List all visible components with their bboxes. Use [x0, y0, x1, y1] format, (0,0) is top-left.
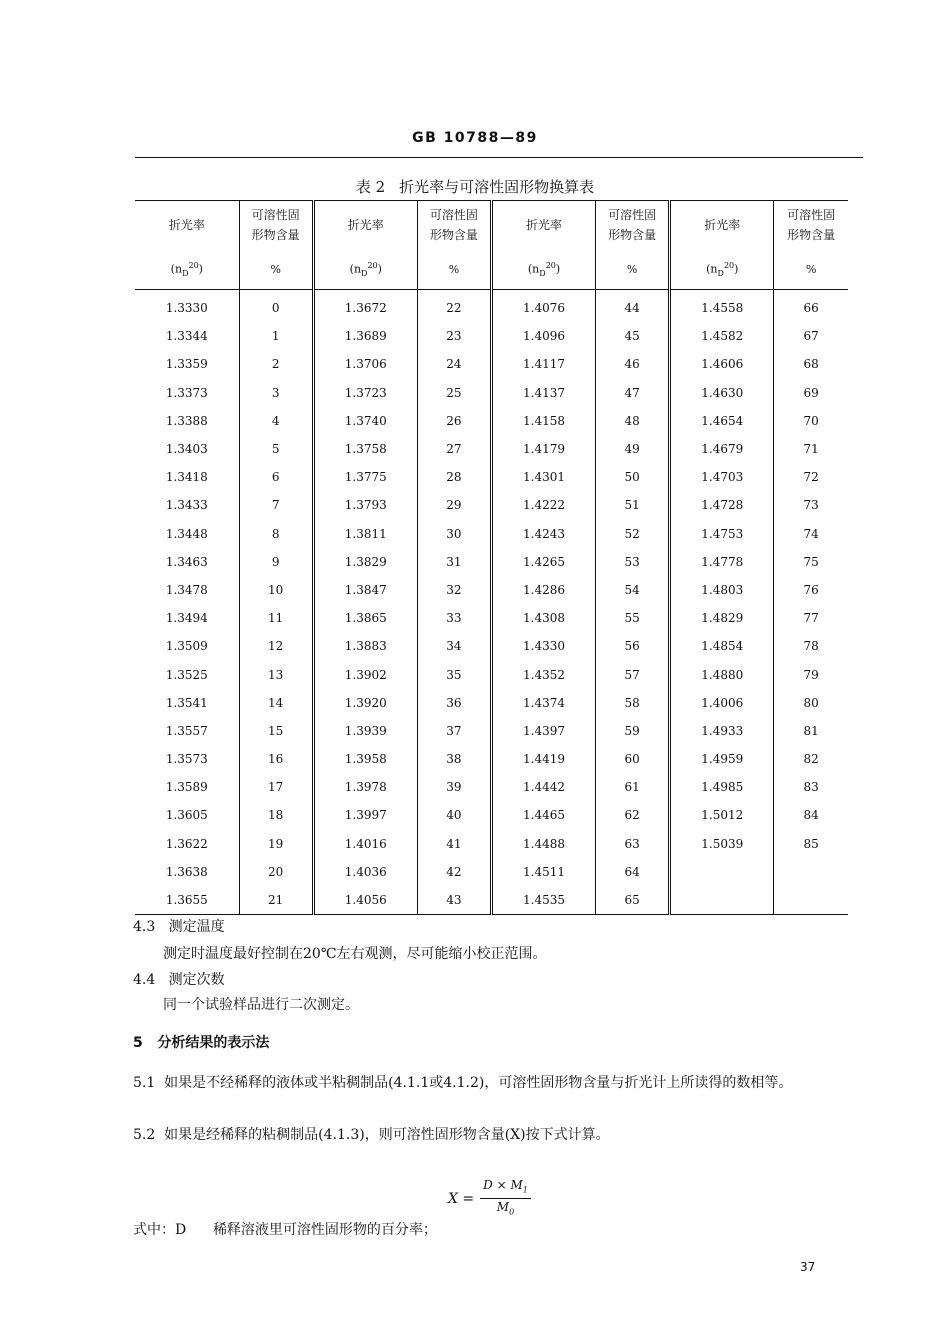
unit-percent: %	[417, 249, 491, 290]
cell-soluble-solids: 12	[239, 632, 313, 660]
cell-soluble-solids: 48	[596, 407, 670, 435]
cell-soluble-solids: 46	[596, 350, 670, 378]
cell-soluble-solids: 71	[803, 442, 819, 457]
cell-soluble-solids: 42	[417, 858, 491, 886]
cell-refractive-index: 1.3418	[135, 463, 239, 491]
cell-refractive-index: 1.3689	[313, 322, 417, 350]
cell-refractive-index: 1.3330	[135, 290, 239, 323]
cell-soluble-solids: 70	[803, 413, 819, 428]
cell-soluble-solids: 47	[596, 379, 670, 407]
cell-soluble-solids: 0	[239, 290, 313, 323]
col-header-line1: 可溶性固	[429, 208, 478, 222]
cell-refractive-index: 1.3829	[313, 548, 417, 576]
cell-soluble-solids: 26	[417, 407, 491, 435]
cell-soluble-solids: 61	[596, 773, 670, 801]
formula-numerator	[480, 1177, 531, 1199]
unit-percent: %	[239, 249, 313, 290]
cell-refractive-index: 1.3847	[313, 576, 417, 604]
cell-soluble-solids: 27	[417, 435, 491, 463]
cell-soluble-solids: 45	[596, 322, 670, 350]
cell-soluble-solids: 1	[239, 322, 313, 350]
cell-soluble-solids: 68	[803, 357, 819, 372]
unit-ri-close: )	[555, 262, 561, 276]
table-caption	[0, 176, 950, 197]
cell-soluble-solids: 29	[417, 491, 491, 519]
cell-soluble-solids: 69	[803, 385, 819, 400]
cell-refractive-index: 1.3448	[135, 520, 239, 548]
cell-soluble-solids: 39	[417, 773, 491, 801]
unit-refractive-index	[135, 249, 239, 290]
cell-soluble-solids: 13	[239, 660, 313, 688]
section-number: 5.1	[133, 1075, 156, 1091]
col-header-refractive-index: 折光率	[135, 201, 239, 250]
formula	[448, 1177, 531, 1221]
cell-refractive-index: 1.3359	[135, 350, 239, 378]
cell-soluble-solids: 32	[417, 576, 491, 604]
cell-soluble-solids	[774, 858, 848, 886]
col-header-soluble-solids	[417, 201, 491, 250]
table-row	[135, 886, 848, 915]
cell-refractive-index: 1.4222	[491, 491, 595, 519]
cell-refractive-index: 1.4056	[313, 886, 417, 915]
formula-fraction	[480, 1177, 531, 1221]
table-row	[135, 350, 848, 378]
col-header-soluble-solids	[774, 201, 848, 250]
cell-refractive-index: 1.3997	[313, 801, 417, 829]
cell-refractive-index: 1.3557	[135, 717, 239, 745]
cell-soluble-solids: 16	[239, 745, 313, 773]
table-number: 表 2	[355, 178, 386, 196]
cell-soluble-solids: 37	[417, 717, 491, 745]
table-row	[135, 576, 848, 604]
cell-refractive-index: 1.4301	[491, 463, 595, 491]
table-row	[135, 520, 848, 548]
unit-ri-sub: D	[539, 268, 546, 278]
cell-refractive-index: 1.3509	[135, 632, 239, 660]
cell-refractive-index: 1.4465	[491, 801, 595, 829]
where-clause	[133, 1220, 863, 1240]
table-row	[135, 322, 848, 350]
cell-refractive-index: 1.3622	[135, 830, 239, 858]
table-row	[135, 801, 848, 829]
unit-refractive-index	[670, 249, 774, 290]
section-5-2-paragraph	[133, 1125, 863, 1145]
cell-soluble-solids: 40	[417, 801, 491, 829]
cell-soluble-solids: 54	[596, 576, 670, 604]
page-number: 37	[800, 1260, 816, 1274]
cell-refractive-index: 1.4374	[491, 689, 595, 717]
cell-soluble-solids: 81	[803, 723, 819, 738]
cell-refractive-index: 1.4265	[491, 548, 595, 576]
cell-refractive-index: 1.3811	[313, 520, 417, 548]
cell-soluble-solids: 60	[596, 745, 670, 773]
cell-refractive-index: 1.3883	[313, 632, 417, 660]
cell-refractive-index: 1.3478	[135, 576, 239, 604]
cell-soluble-solids: 31	[417, 548, 491, 576]
cell-soluble-solids: 8	[239, 520, 313, 548]
where-text: 稀释溶液里可溶性固形物的百分率；	[212, 1222, 437, 1238]
cell-refractive-index: 1.3978	[313, 773, 417, 801]
cell-refractive-index: 1.4308	[491, 604, 595, 632]
cell-refractive-index: 1.4654	[670, 407, 774, 435]
cell-refractive-index: 1.3573	[135, 745, 239, 773]
cell-soluble-solids: 11	[239, 604, 313, 632]
cell-soluble-solids: 36	[417, 689, 491, 717]
cell-refractive-index: 1.4959	[670, 745, 774, 773]
cell-soluble-solids: 67	[803, 329, 819, 344]
section-4-4-text: 同一个试验样品进行二次测定。	[163, 997, 359, 1013]
col-header-soluble-solids	[239, 201, 313, 250]
cell-refractive-index: 1.4778	[670, 548, 774, 576]
cell-refractive-index: 1.3902	[313, 660, 417, 688]
cell-soluble-solids: 76	[803, 582, 819, 597]
cell-refractive-index: 1.4880	[670, 660, 774, 688]
unit-ri-close: )	[198, 262, 203, 276]
col-header-line1: 可溶性固	[251, 208, 300, 222]
cell-refractive-index: 1.3433	[135, 491, 239, 519]
cell-soluble-solids: 30	[417, 520, 491, 548]
section-5-1-paragraph	[133, 1073, 863, 1093]
cell-refractive-index: 1.3494	[135, 604, 239, 632]
cell-soluble-solids: 58	[596, 689, 670, 717]
table-row	[135, 604, 848, 632]
cell-refractive-index: 1.4803	[670, 576, 774, 604]
col-header-line2: 形物含量	[251, 228, 300, 242]
cell-soluble-solids: 65	[596, 886, 670, 915]
table-row	[135, 548, 848, 576]
cell-refractive-index: 1.4286	[491, 576, 595, 604]
cell-soluble-solids: 78	[803, 639, 819, 654]
table-row	[135, 632, 848, 660]
denominator-text: M	[496, 1200, 510, 1215]
cell-refractive-index: 1.4511	[491, 858, 595, 886]
cell-soluble-solids: 35	[417, 660, 491, 688]
cell-soluble-solids: 63	[596, 830, 670, 858]
unit-ri-n: (n	[349, 262, 362, 276]
unit-percent: %	[596, 249, 670, 290]
header-rule	[135, 157, 863, 158]
table-row	[135, 660, 848, 688]
col-header-line1: 可溶性固	[608, 208, 657, 222]
table-row	[135, 717, 848, 745]
cell-refractive-index: 1.3463	[135, 548, 239, 576]
cell-soluble-solids: 6	[239, 463, 313, 491]
unit-ri-sup: 20	[545, 260, 556, 270]
cell-soluble-solids: 15	[239, 717, 313, 745]
unit-ri-n: (n	[527, 262, 540, 276]
cell-soluble-solids: 85	[803, 836, 819, 851]
cell-soluble-solids: 34	[417, 632, 491, 660]
unit-percent: %	[774, 249, 848, 290]
unit-ri-close: )	[377, 262, 382, 276]
cell-refractive-index: 1.4036	[313, 858, 417, 886]
cell-refractive-index: 1.3793	[313, 491, 417, 519]
cell-refractive-index: 1.4117	[491, 350, 595, 378]
unit-ri-sup: 20	[367, 260, 378, 270]
cell-soluble-solids: 66	[803, 301, 819, 316]
cell-refractive-index: 1.4488	[491, 830, 595, 858]
section-title: 测定次数	[168, 972, 225, 988]
cell-refractive-index: 1.4630	[670, 379, 774, 407]
cell-soluble-solids: 20	[239, 858, 313, 886]
cell-refractive-index: 1.3541	[135, 689, 239, 717]
cell-refractive-index: 1.4352	[491, 660, 595, 688]
formula-denominator	[497, 1199, 514, 1220]
cell-soluble-solids: 10	[239, 576, 313, 604]
cell-refractive-index: 1.4679	[670, 435, 774, 463]
cell-refractive-index: 1.3525	[135, 660, 239, 688]
section-4-4-heading	[133, 970, 863, 990]
cell-soluble-solids: 43	[417, 886, 491, 915]
cell-refractive-index: 1.4558	[670, 290, 774, 323]
cell-refractive-index: 1.4829	[670, 604, 774, 632]
cell-refractive-index: 1.5039	[670, 830, 774, 858]
cell-refractive-index: 1.4728	[670, 491, 774, 519]
col-header-line1: 可溶性固	[787, 208, 836, 222]
cell-refractive-index: 1.4582	[670, 322, 774, 350]
col-header-refractive-index: 折光率	[313, 201, 417, 250]
cell-refractive-index: 1.3388	[135, 407, 239, 435]
cell-soluble-solids: 23	[417, 322, 491, 350]
cell-refractive-index: 1.3672	[313, 290, 417, 323]
cell-refractive-index: 1.4606	[670, 350, 774, 378]
unit-ri-n: (n	[170, 262, 183, 276]
cell-soluble-solids: 64	[596, 858, 670, 886]
cell-refractive-index: 1.4076	[491, 290, 595, 323]
col-header-line2: 形物含量	[608, 228, 657, 242]
unit-refractive-index	[313, 249, 417, 290]
cell-refractive-index: 1.3589	[135, 773, 239, 801]
cell-soluble-solids: 59	[596, 717, 670, 745]
cell-soluble-solids: 9	[239, 548, 313, 576]
cell-soluble-solids: 41	[417, 830, 491, 858]
table-row	[135, 379, 848, 407]
cell-refractive-index: 1.3344	[135, 322, 239, 350]
col-header-soluble-solids	[596, 201, 670, 250]
cell-soluble-solids: 52	[596, 520, 670, 548]
table-title: 折光率与可溶性固形物换算表	[399, 178, 595, 196]
cell-soluble-solids: 83	[803, 780, 819, 795]
cell-refractive-index: 1.4158	[491, 407, 595, 435]
section-title: 测定温度	[168, 919, 225, 935]
cell-soluble-solids: 18	[239, 801, 313, 829]
cell-refractive-index: 1.4397	[491, 717, 595, 745]
cell-refractive-index: 1.4703	[670, 463, 774, 491]
cell-refractive-index: 1.3920	[313, 689, 417, 717]
cell-soluble-solids: 57	[596, 660, 670, 688]
table-row	[135, 463, 848, 491]
table-row	[135, 407, 848, 435]
cell-soluble-solids: 24	[417, 350, 491, 378]
col-header-refractive-index: 折光率	[670, 201, 774, 250]
cell-soluble-solids: 79	[803, 667, 819, 682]
cell-soluble-solids: 22	[417, 290, 491, 323]
denominator-sub: 0	[509, 1207, 515, 1217]
cell-refractive-index: 1.3638	[135, 858, 239, 886]
cell-soluble-solids: 53	[596, 548, 670, 576]
section-title: 分析结果的表示法	[157, 1035, 270, 1051]
standard-header: GB 10788—89	[412, 130, 538, 146]
section-4-3-text: 测定时温度最好控制在20℃左右观测，尽可能缩小校正范围。	[163, 946, 547, 962]
cell-soluble-solids: 7	[239, 491, 313, 519]
cell-soluble-solids: 25	[417, 379, 491, 407]
cell-refractive-index: 1.4753	[670, 520, 774, 548]
cell-refractive-index: 1.4016	[313, 830, 417, 858]
cell-soluble-solids	[774, 886, 848, 915]
cell-refractive-index: 1.4006	[670, 689, 774, 717]
cell-soluble-solids: 72	[803, 470, 819, 485]
table-row	[135, 858, 848, 886]
numerator-sub: 1	[522, 1185, 528, 1195]
cell-refractive-index: 1.4243	[491, 520, 595, 548]
cell-refractive-index: 1.3706	[313, 350, 417, 378]
where-prefix: 式中：D	[133, 1222, 187, 1238]
cell-soluble-solids: 50	[596, 463, 670, 491]
conversion-table	[135, 200, 848, 915]
table-row	[135, 290, 848, 323]
section-number: 4.3	[133, 919, 156, 935]
section-5-heading	[133, 1033, 863, 1053]
section-text: 如果是不经稀释的液体或半粘稠制品(4.1.1或4.1.2)，可溶性固形物含量与折光计上所读得的数相等。	[164, 1075, 793, 1091]
cell-refractive-index: 1.3939	[313, 717, 417, 745]
unit-ri-sup: 20	[188, 260, 199, 270]
cell-soluble-solids: 80	[803, 695, 819, 710]
cell-refractive-index: 1.5012	[670, 801, 774, 829]
cell-refractive-index: 1.3723	[313, 379, 417, 407]
cell-refractive-index: 1.4137	[491, 379, 595, 407]
cell-refractive-index: 1.3775	[313, 463, 417, 491]
table-row	[135, 745, 848, 773]
cell-soluble-solids: 49	[596, 435, 670, 463]
cell-refractive-index: 1.3740	[313, 407, 417, 435]
unit-ri-sup: 20	[723, 260, 735, 270]
cell-soluble-solids: 51	[596, 491, 670, 519]
unit-ri-n: (n	[706, 262, 718, 276]
cell-refractive-index: 1.3403	[135, 435, 239, 463]
table-row	[135, 773, 848, 801]
cell-refractive-index	[670, 886, 774, 915]
section-number: 5	[133, 1035, 143, 1051]
section-number: 4.4	[133, 972, 156, 988]
unit-ri-sub: D	[182, 268, 189, 278]
cell-refractive-index: 1.3605	[135, 801, 239, 829]
cell-soluble-solids: 84	[803, 808, 819, 823]
cell-soluble-solids: 82	[803, 752, 819, 767]
cell-soluble-solids: 3	[239, 379, 313, 407]
cell-refractive-index: 1.4985	[670, 773, 774, 801]
cell-soluble-solids: 19	[239, 830, 313, 858]
table-unit-row	[135, 249, 848, 290]
table-row	[135, 435, 848, 463]
cell-refractive-index: 1.3958	[313, 745, 417, 773]
cell-refractive-index: 1.4535	[491, 886, 595, 915]
section-4-3-heading	[133, 917, 863, 937]
cell-refractive-index: 1.4933	[670, 717, 774, 745]
cell-soluble-solids: 21	[239, 886, 313, 915]
cell-soluble-solids: 2	[239, 350, 313, 378]
cell-soluble-solids: 55	[596, 604, 670, 632]
cell-refractive-index: 1.4854	[670, 632, 774, 660]
cell-refractive-index: 1.3373	[135, 379, 239, 407]
unit-refractive-index	[491, 249, 595, 290]
formula-lhs: X =	[448, 1190, 475, 1207]
unit-ri-sub: D	[361, 268, 368, 278]
cell-soluble-solids: 77	[803, 611, 819, 626]
col-header-refractive-index: 折光率	[491, 201, 595, 250]
cell-soluble-solids: 5	[239, 435, 313, 463]
section-number: 5.2	[133, 1127, 156, 1143]
section-text: 如果是经稀释的粘稠制品(4.1.3)，则可溶性固形物含量(X)按下式计算。	[164, 1127, 610, 1143]
cell-refractive-index: 1.3758	[313, 435, 417, 463]
cell-soluble-solids: 14	[239, 689, 313, 717]
numerator-text: D × M	[483, 1178, 523, 1192]
cell-refractive-index: 1.4096	[491, 322, 595, 350]
cell-soluble-solids: 73	[803, 498, 819, 513]
cell-soluble-solids: 44	[596, 290, 670, 323]
cell-soluble-solids: 62	[596, 801, 670, 829]
cell-refractive-index: 1.3865	[313, 604, 417, 632]
col-header-line2: 形物含量	[787, 228, 836, 242]
cell-refractive-index: 1.4330	[491, 632, 595, 660]
cell-soluble-solids: 4	[239, 407, 313, 435]
table-header-row	[135, 201, 848, 250]
cell-soluble-solids: 28	[417, 463, 491, 491]
table-row	[135, 830, 848, 858]
cell-soluble-solids: 33	[417, 604, 491, 632]
cell-refractive-index	[670, 858, 774, 886]
cell-soluble-solids: 38	[417, 745, 491, 773]
cell-refractive-index: 1.4419	[491, 745, 595, 773]
cell-soluble-solids: 17	[239, 773, 313, 801]
table-row	[135, 689, 848, 717]
unit-ri-sub: D	[717, 268, 724, 278]
unit-ri-close: )	[734, 262, 739, 276]
cell-refractive-index: 1.4179	[491, 435, 595, 463]
table-row	[135, 491, 848, 519]
col-header-line2: 形物含量	[429, 228, 478, 242]
cell-soluble-solids: 75	[803, 554, 819, 569]
cell-soluble-solids: 74	[803, 526, 819, 541]
cell-soluble-solids: 56	[596, 632, 670, 660]
table-body	[135, 290, 848, 915]
cell-refractive-index: 1.4442	[491, 773, 595, 801]
cell-refractive-index: 1.3655	[135, 886, 239, 915]
